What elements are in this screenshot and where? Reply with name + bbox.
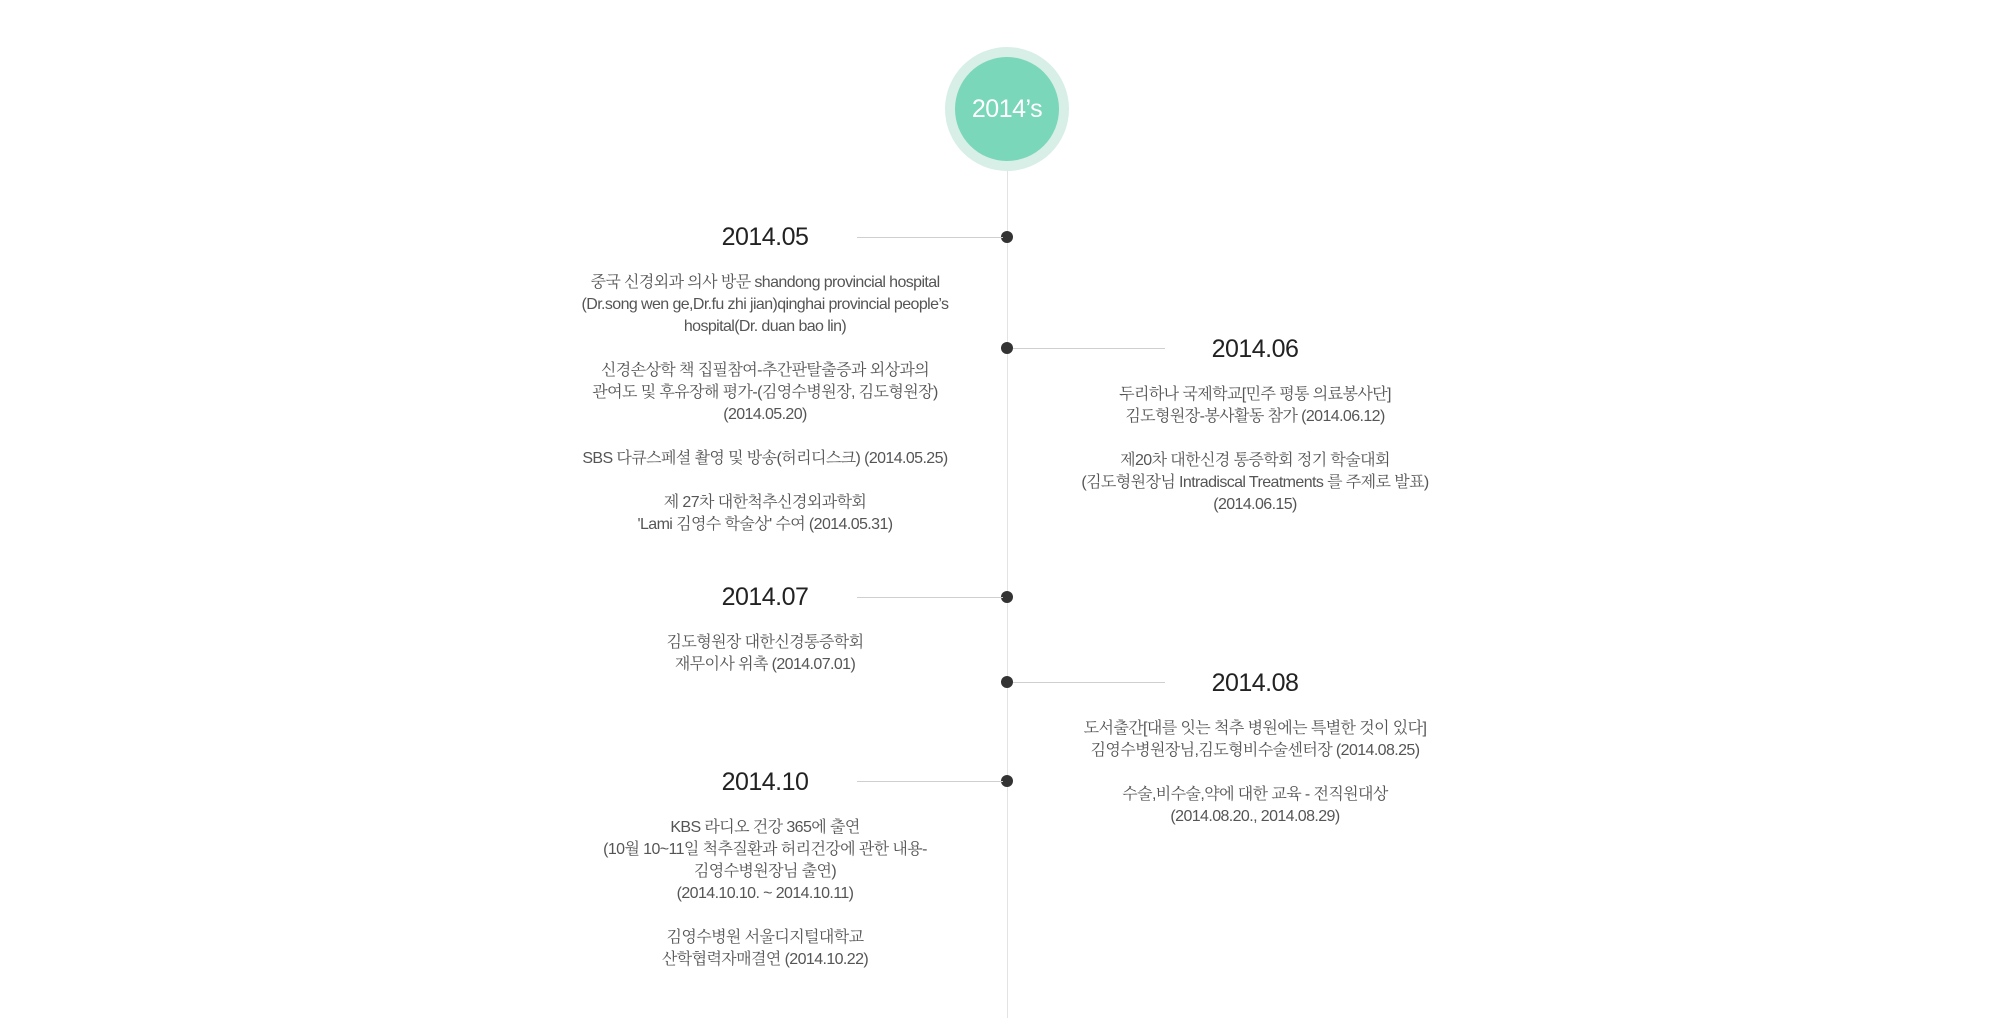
timeline-entry-2014-07 <box>560 582 970 676</box>
timeline-dot-2014-08 <box>1001 676 1013 688</box>
era-badge-label: 2014’s <box>955 57 1059 161</box>
entry-item <box>560 817 970 905</box>
entry-item <box>560 492 970 536</box>
timeline-entry-2014-10 <box>560 767 970 971</box>
entry-line: SBS 다큐스페셜 촬영 및 방송(허리디스크) (2014.05.25) <box>582 450 948 467</box>
entry-line: (10월 10~11일 척추질환과 허리건강에 관한 내용- <box>603 841 927 858</box>
entry-date: 2014.10 <box>721 768 809 796</box>
entry-item <box>1050 718 1460 762</box>
entry-line: 중국 신경외과 의사 방문 shandong provincial hospital <box>590 274 940 291</box>
entry-line: (김도형원장님 Intradiscal Treatments 를 주제로 발표) <box>1081 474 1429 491</box>
entry-line: (Dr.song wen ge,Dr.fu zhi jian)qinghai provincial people’s <box>581 296 949 313</box>
entry-item <box>560 360 970 426</box>
timeline-entry-2014-06 <box>1050 334 1460 516</box>
entry-item <box>560 448 970 470</box>
entry-line: 관여도 및 후유장해 평가-(김영수병원장, 김도형원장) <box>592 384 938 401</box>
entry-item <box>560 272 970 338</box>
entry-item <box>560 632 970 676</box>
entry-date: 2014.05 <box>721 223 809 251</box>
entry-line: (2014.08.20., 2014.08.29) <box>1170 808 1340 825</box>
timeline-dot-2014-06 <box>1001 342 1013 354</box>
entry-item <box>1050 384 1460 428</box>
entry-line: 김영수병원장님 출연) <box>693 863 837 880</box>
entry-item <box>560 927 970 971</box>
entry-line: 김도형원장 대한신경통증학회 <box>666 634 864 651</box>
entry-line: 제 27차 대한척추신경외과학회 <box>663 494 867 511</box>
entry-line: (2014.06.15) <box>1213 496 1297 513</box>
entry-line: 제20차 대한신경 통증학회 정기 학술대회 <box>1120 452 1390 469</box>
entry-line: (2014.10.10. ~ 2014.10.11) <box>676 885 854 902</box>
entry-line: 두리하나 국제학교[민주 평통 의료봉사단] <box>1119 386 1391 403</box>
entry-line: 김영수병원장님,김도형비수술센터장 (2014.08.25) <box>1090 742 1420 759</box>
era-badge <box>945 47 1069 171</box>
entry-line: 김도형원장-봉사활동 참가 (2014.06.12) <box>1125 408 1385 425</box>
entry-line: (2014.05.20) <box>723 406 807 423</box>
entry-line: 김영수병원 서울디지털대학교 <box>666 929 864 946</box>
entry-line: hospital(Dr. duan bao lin) <box>683 318 847 335</box>
entry-line: 산학협력자매결연 (2014.10.22) <box>661 951 869 968</box>
entry-line: 신경손상학 책 집필참여-추간판탈출증과 외상과의 <box>600 362 930 379</box>
entry-date: 2014.06 <box>1211 335 1299 363</box>
entry-item <box>1050 784 1460 828</box>
entry-date: 2014.08 <box>1211 669 1299 697</box>
timeline-entry-2014-08 <box>1050 668 1460 828</box>
entry-line: KBS 라디오 건강 365에 출연 <box>670 819 860 836</box>
entry-date: 2014.07 <box>721 583 809 611</box>
entry-line: 도서출간[대를 잇는 척추 병원에는 특별한 것이 있다] <box>1083 720 1427 737</box>
entry-line: 'Lami 김영수 학술상' 수여 (2014.05.31) <box>637 516 893 533</box>
timeline-entry-2014-05 <box>560 222 970 536</box>
entry-line: 수술,비수술,약에 대한 교육 - 전직원대상 <box>1122 786 1388 803</box>
entry-item <box>1050 450 1460 516</box>
timeline-axis <box>1007 160 1008 1018</box>
entry-line: 재무이사 위촉 (2014.07.01) <box>674 656 856 673</box>
